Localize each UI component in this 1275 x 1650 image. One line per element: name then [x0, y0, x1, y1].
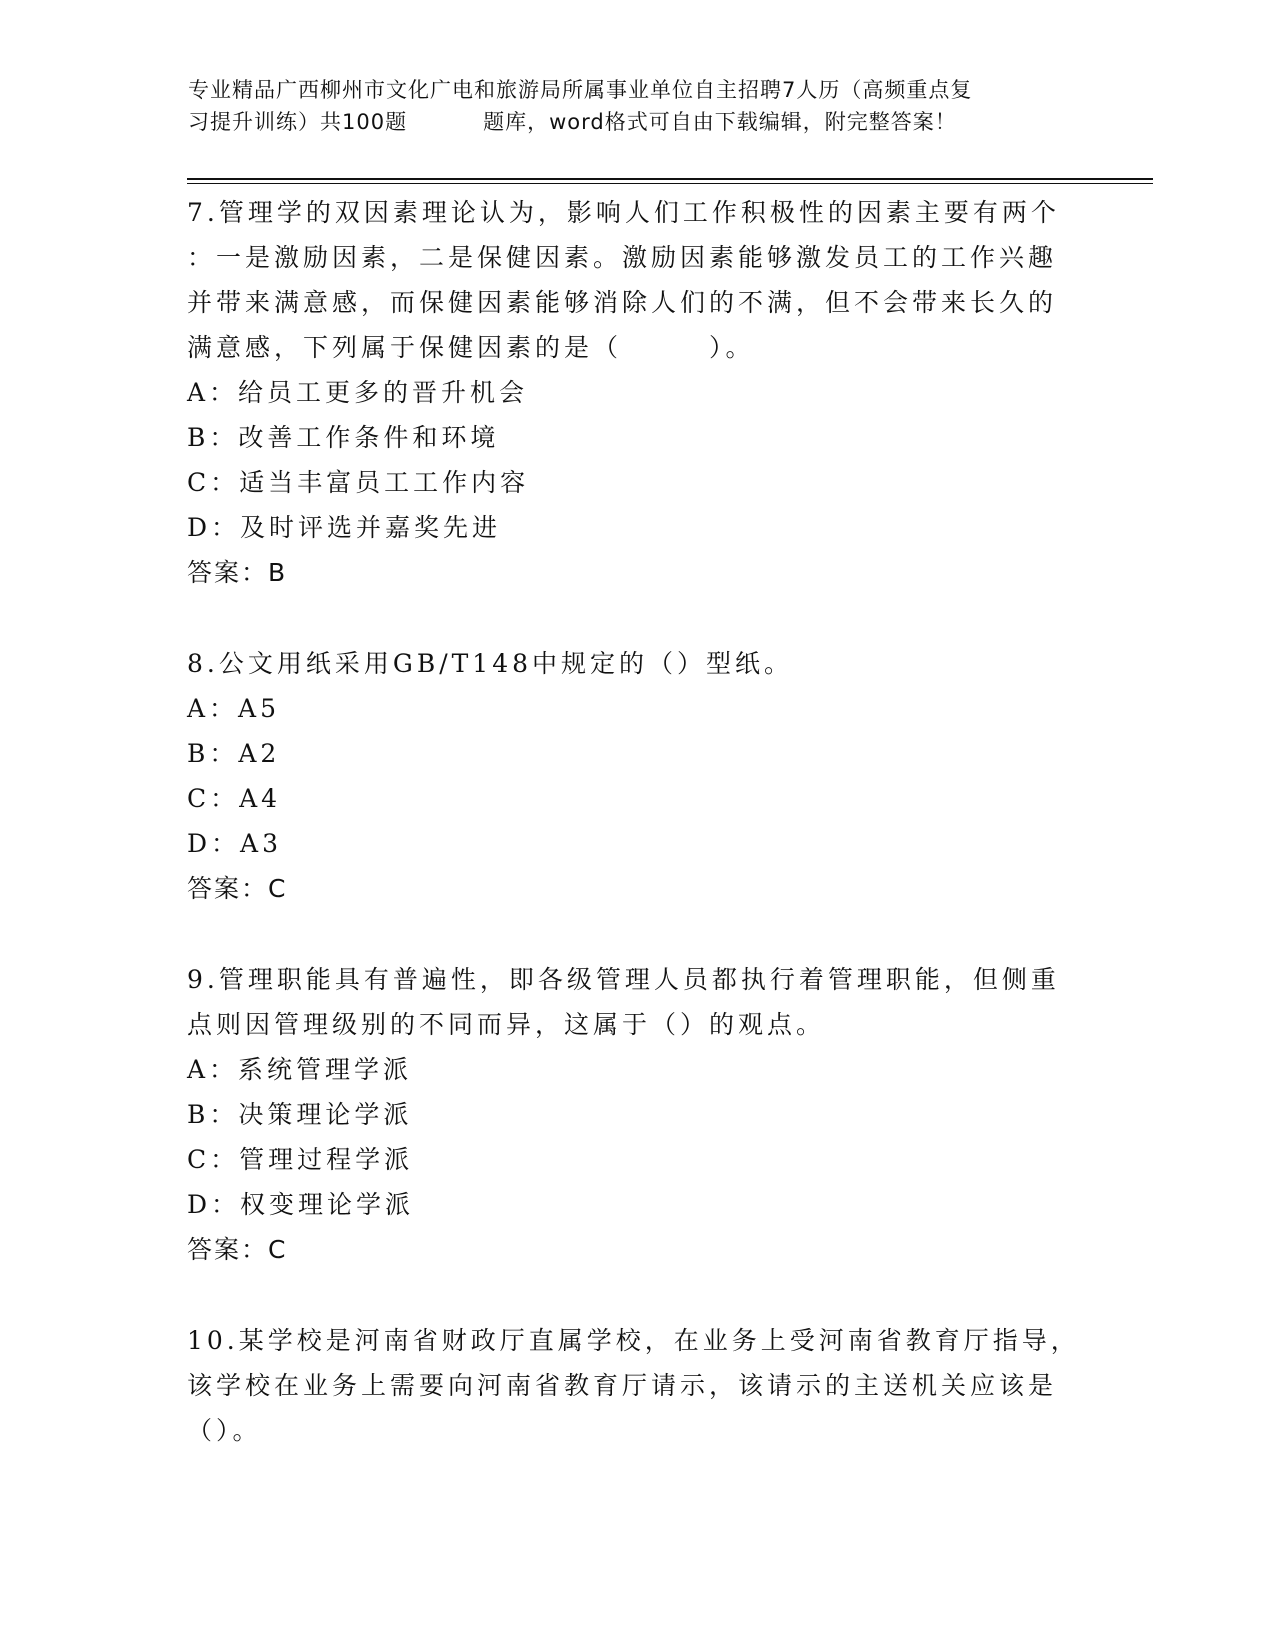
question-text-line: 9.管理职能具有普遍性，即各级管理人员都执行着管理职能，但侧重 [187, 965, 1060, 994]
answer: 答案：B [187, 558, 288, 587]
question-list [187, 190, 1087, 1453]
option-a: A：给员工更多的晋升机会 [187, 378, 529, 407]
question-7 [187, 190, 1087, 595]
header-divider-thick [187, 178, 1153, 180]
option-d: D：权变理论学派 [187, 1190, 415, 1219]
question-text-line: 并带来满意感，而保健因素能够消除人们的不满，但不会带来长久的 [187, 288, 1058, 317]
question-8 [187, 641, 1087, 911]
question-spacer [187, 911, 1087, 957]
question-text-line: 10.某学校是河南省财政厅直属学校，在业务上受河南省教育厅指导， [187, 1326, 1080, 1355]
question-text-line: ：一是激励因素，二是保健因素。激励因素能够激发员工的工作兴趣 [187, 243, 1058, 272]
header-divider-thin [187, 183, 1153, 184]
question-text-line: 7.管理学的双因素理论认为，影响人们工作积极性的因素主要有两个 [187, 198, 1060, 227]
header-line-1: 专业精品广西柳州市文化广电和旅游局所属事业单位自主招聘7人历（高频重点复 [188, 78, 973, 102]
option-c: C：适当丰富员工工作内容 [187, 468, 530, 497]
header-line-2-left: 习提升训练）共100题 [188, 110, 408, 134]
option-c: C：管理过程学派 [187, 1145, 414, 1174]
answer: 答案：C [187, 1235, 288, 1264]
document-header [188, 74, 1088, 138]
header-line-2 [188, 106, 1088, 138]
option-b: B：A2 [187, 739, 281, 768]
question-10 [187, 1318, 1087, 1453]
option-b: B：决策理论学派 [187, 1100, 413, 1129]
answer: 答案：C [187, 874, 288, 903]
question-text-line: （）。 [187, 1416, 262, 1445]
option-d: D：A3 [187, 829, 283, 858]
question-text-line: 该学校在业务上需要向河南省教育厅请示，该请示的主送机关应该是 [187, 1371, 1058, 1400]
header-line-2-right: 题库，word格式可自由下载编辑，附完整答案！ [483, 110, 957, 134]
question-spacer [187, 595, 1087, 641]
option-d: D：及时评选并嘉奖先进 [187, 513, 502, 542]
question-9 [187, 957, 1087, 1272]
option-b: B：改善工作条件和环境 [187, 423, 500, 452]
option-a: A：A5 [187, 694, 281, 723]
question-text-line: 点则因管理级别的不同而异，这属于（）的观点。 [187, 1010, 826, 1039]
question-text-line: 8.公文用纸采用GB/T148中规定的（）型纸。 [187, 649, 794, 678]
option-a: A：系统管理学派 [187, 1055, 413, 1084]
question-spacer [187, 1272, 1087, 1318]
option-c: C：A4 [187, 784, 282, 813]
question-text-line: 满意感，下列属于保健因素的是（ ）。 [187, 333, 755, 362]
